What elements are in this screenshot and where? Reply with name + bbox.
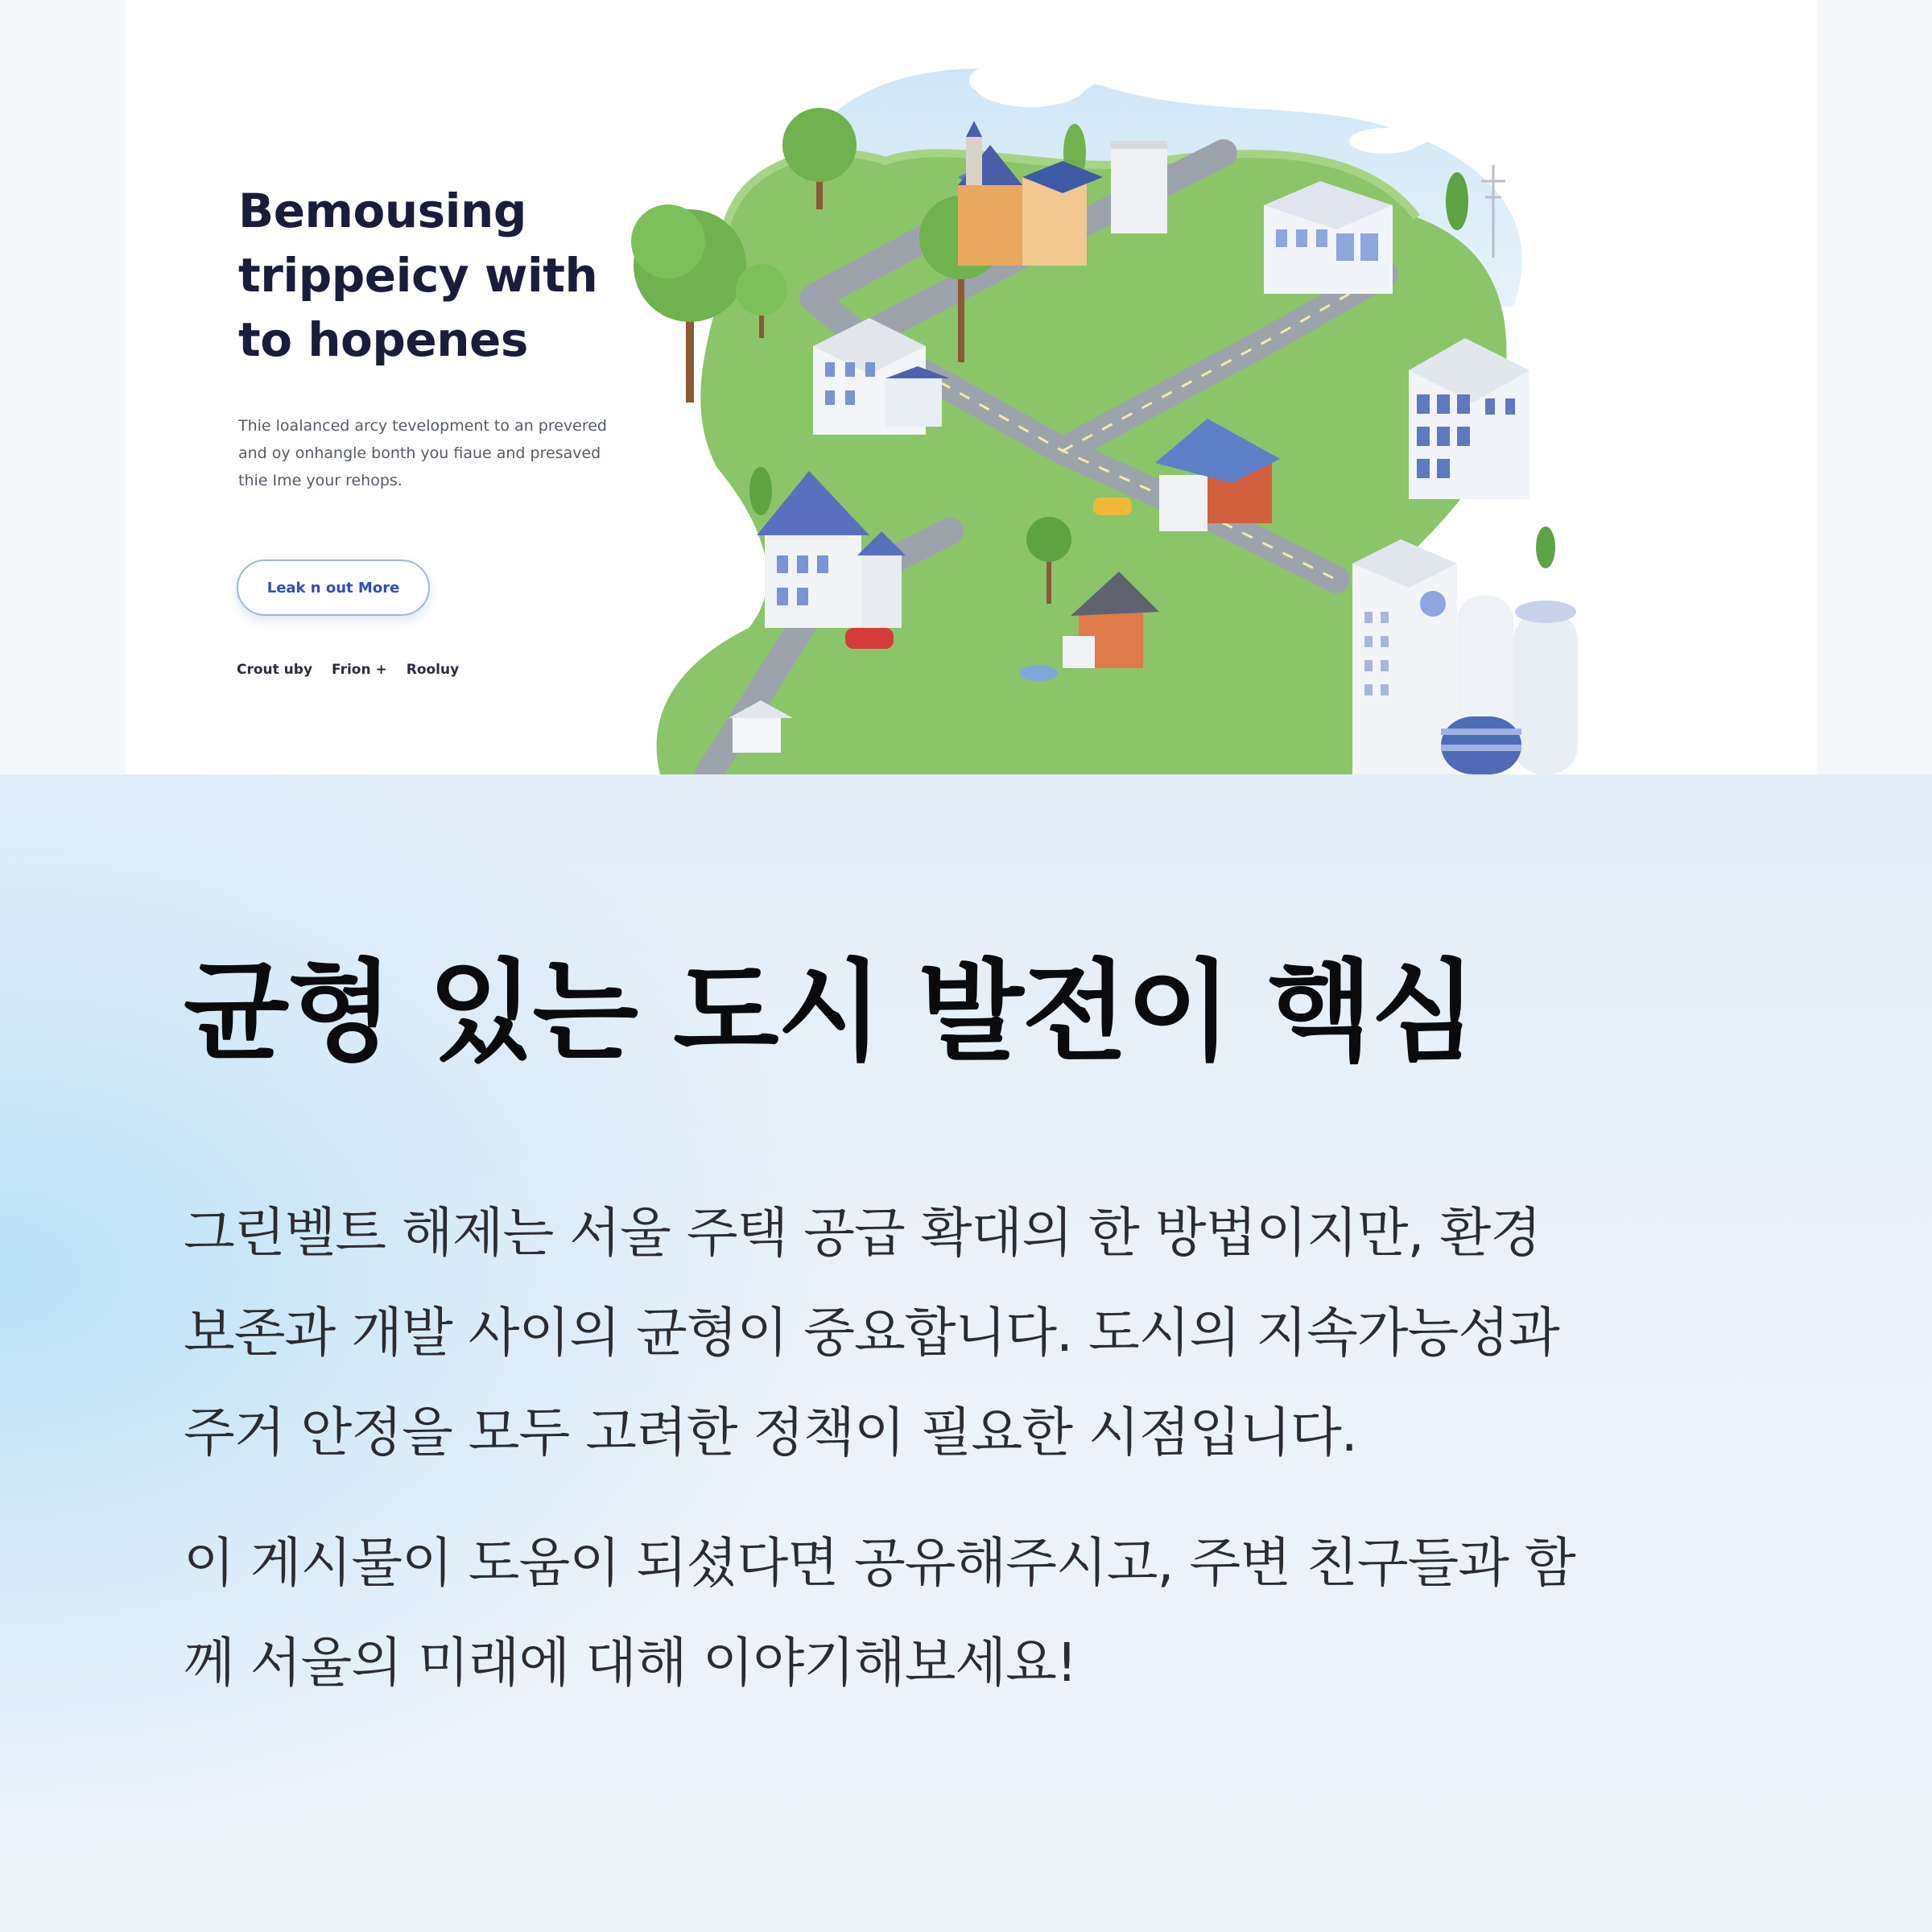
meta-link-3[interactable]: Rooluy (406, 662, 460, 678)
paragraph-line: 보존과 개발 사이의 균형이 중요합니다. 도시의 지속가능성과 (184, 1302, 1559, 1364)
paragraph-line: 주거 안정을 모두 고려한 정책이 필요한 시점입니다. (184, 1402, 1357, 1463)
hero-title-line: trippeicy with (238, 248, 598, 303)
hero-title-line: to hopenes (238, 312, 528, 367)
paragraph-line: 이 게시물이 도움이 되셨다면 공유해주시고, 주변 친구들과 함 (184, 1532, 1575, 1594)
hero-description (238, 412, 657, 494)
pond-icon (1019, 665, 1058, 681)
hero-description-line: thie Ime your rehops. (238, 472, 402, 489)
body-paragraph-1 (184, 1183, 1559, 1483)
hero-title-line: Bemousing (238, 184, 526, 238)
content-section (0, 774, 1932, 1932)
learn-more-button[interactable]: Leak n out More (237, 559, 430, 616)
meta-link-2[interactable]: Frion + (332, 662, 387, 678)
hero-description-line: Thie loalanced arcy tevelopment to an prevered (238, 417, 607, 435)
meta-link-1[interactable]: Crout uby (237, 662, 313, 678)
headline: 균형 있는 도시 발전이 핵심 (184, 949, 1476, 1076)
hero-section (0, 0, 1932, 774)
hero-description-line: and oy onhangle bonth you fiaue and presaved (238, 444, 601, 462)
paragraph-line: 그린벨트 해제는 서울 주택 공급 확대의 한 방법이지만, 환경 (184, 1202, 1541, 1264)
body-paragraph-2 (184, 1513, 1575, 1713)
city-illustration (612, 0, 1674, 774)
paragraph-line: 께 서울의 미래에 대해 이야기해보세요! (184, 1632, 1077, 1694)
hero-meta-links (237, 662, 459, 678)
